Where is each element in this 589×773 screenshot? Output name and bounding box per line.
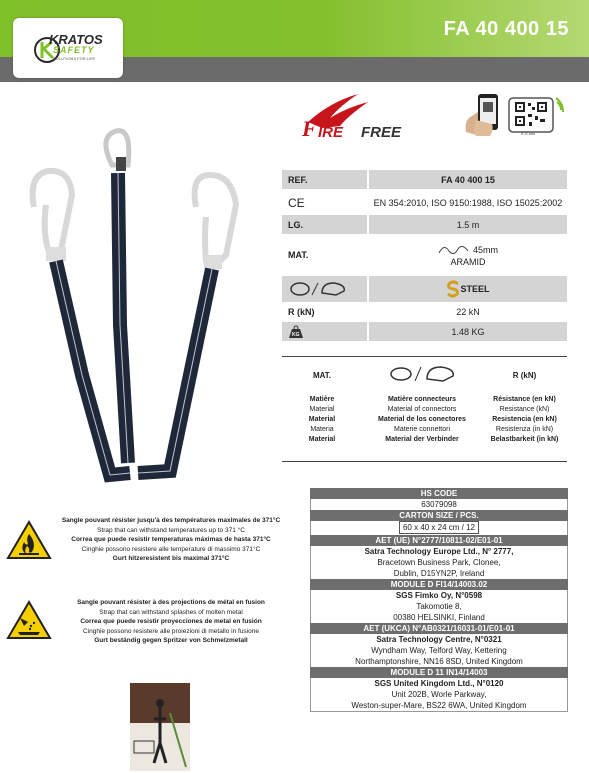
mat-col3-de: Belastbarkeit (in kN)	[490, 436, 559, 443]
module-d-header: MODULE D FI14/14003.02	[310, 579, 568, 590]
spec-table	[282, 170, 567, 341]
hand-phone-icon	[460, 92, 508, 138]
mat-col3-es: Resistencia (en kN)	[492, 416, 557, 423]
spec-row-material	[282, 236, 567, 274]
lanyard-product-image	[20, 125, 250, 495]
steel-material	[369, 276, 567, 302]
connectors-icon	[282, 276, 367, 302]
hs-code-value: 63079098	[310, 499, 568, 510]
qr-caption: K-S.info	[521, 131, 536, 136]
aet-ue-header: AET (UE) N°2777/10811-02/E01-01	[310, 535, 568, 546]
module-d-body	[310, 590, 568, 623]
connectors-header-icon	[362, 363, 482, 395]
fire-free-text-ire: IRE	[318, 124, 344, 141]
warning-heat-text	[56, 516, 286, 564]
steel-s-icon	[446, 280, 460, 298]
module-d11-body	[310, 678, 568, 712]
strap-wave-icon	[438, 243, 470, 257]
aet-uk-header: AET (UKCA) N°AB0321/16031-01/E01-01	[310, 623, 568, 634]
svg-text:F: F	[302, 116, 317, 141]
module-d11-line-1: SGS United Kingdom Ltd., N°0120	[374, 679, 504, 688]
spec-mat-value: ARAMID	[450, 257, 486, 267]
strap-width-value: 45mm	[472, 245, 498, 255]
worker-photo	[130, 683, 190, 771]
logo-brand: KRATOS	[49, 32, 103, 47]
warning-heat-fr: Sangle pouvant résister jusqu'à des températures maximales de 371°C	[61, 517, 281, 524]
mat-col2-it: Materie connettori	[393, 426, 451, 433]
spec-mat-label: MAT.	[288, 250, 309, 260]
kratos-logo	[13, 18, 123, 78]
mat-col3-it: Resistenza (in kN)	[495, 426, 554, 433]
warning-metal-en: Strap that can withstand splashes of molten metal	[99, 608, 243, 616]
flammable-warning-icon	[6, 520, 52, 560]
weight-icon-text: KG	[292, 331, 300, 338]
mat-col1-en: Material	[309, 406, 335, 413]
aet-ue-line-3: Dublin, D15YN2P, Ireland	[393, 569, 485, 578]
aet-ue-line-2: Bracetown Business Park, Clonee,	[377, 558, 501, 567]
aet-uk-line-1: Satra Technology Centre, N°0321	[376, 635, 502, 644]
mat-col3-en: Resistance (kN)	[499, 406, 550, 413]
aet-ue-line-1: Satra Technology Europe Ltd., N° 2777,	[364, 547, 514, 556]
spec-row-weight	[282, 322, 567, 341]
spec-row-connectors	[282, 276, 567, 302]
mat-col2-en: Material of connectors	[387, 406, 457, 413]
carton-row	[310, 521, 568, 535]
module-d-line-3: 00380 HELSINKI, Finland	[393, 613, 485, 622]
module-d11-line-3: Weston-super-Mare, BS22 6WA, United Kingdom	[351, 701, 527, 710]
mat-col1-it: Materia	[310, 426, 334, 433]
product-code-title: FA 40 400 15	[443, 18, 569, 40]
material-translation-table	[282, 356, 567, 462]
spec-lg-label: LG.	[282, 215, 367, 234]
mat-col3-header: R (kN)	[512, 371, 537, 380]
module-d-line-2: Takomotie 8,	[416, 602, 462, 611]
aet-ue-body	[310, 546, 568, 579]
ce-mark-icon: CE	[288, 195, 305, 210]
spec-ce-value: EN 354:2010, ISO 9150:1988, ISO 15025:2002	[373, 197, 563, 208]
spec-lg-value: 1.5 m	[369, 215, 567, 234]
fire-free-flame-icon	[300, 92, 410, 152]
module-d-line-1: SGS Fimko Oy, N°0598	[395, 591, 483, 600]
spec-r-value: 22 kN	[456, 307, 480, 317]
spec-mat-cell	[369, 236, 567, 274]
warning-metal-text	[56, 598, 286, 646]
hs-code-header: HS CODE	[310, 488, 568, 499]
warning-metal-fr: Sangle pouvant résister à des projections de métal en fusion	[77, 599, 265, 606]
mat-col2-de: Material der Verbinder	[385, 436, 459, 443]
spec-row-ref	[282, 170, 567, 189]
aet-uk-line-2: Wyndham Way, Telford Way, Kettering	[371, 646, 507, 655]
weight-icon	[282, 322, 367, 341]
spec-ref-value: FA 40 400 15	[369, 170, 567, 189]
mat-col1-header: MAT.	[312, 371, 332, 380]
logo-tagline: SOLUTIONS FOR LIFE	[53, 56, 96, 61]
module-d11-line-2: Unit 202B, Worle Parkway,	[391, 690, 487, 699]
carton-header: CARTON SIZE / PCS.	[310, 510, 568, 521]
certification-info-table	[310, 488, 568, 712]
spec-ref-label: REF.	[282, 170, 367, 189]
qr-code-icon	[507, 94, 569, 136]
warning-metal-de: Gurt beständig gegen Spritzer von Schmelzmetall	[94, 637, 248, 644]
mat-col-connectors	[362, 357, 482, 445]
warning-heat-it: Cinghie possono resistere alle temperature di massimo 371°C	[81, 545, 261, 553]
strap-width	[438, 243, 498, 257]
mat-col1-fr: Matière	[309, 396, 335, 403]
logo-sub: SAFETY	[53, 45, 95, 55]
mat-col-resistance	[482, 357, 567, 445]
spec-row-ce	[282, 191, 567, 214]
mat-col2-es: Material de los conectores	[378, 416, 466, 423]
aet-uk-body	[310, 634, 568, 667]
mat-col1-es: Material	[308, 416, 336, 423]
mat-col3-fr: Résistance (en kN)	[493, 396, 556, 403]
warning-heat-es: Correa que puede resistir temperaturas máximas de hasta 371°C	[71, 536, 271, 543]
fire-free-text-free: FREE	[361, 124, 402, 141]
warning-metal-it: Cinghie possono resistere alle proiezioni di metallo in fusione	[83, 627, 259, 635]
mat-col2-fr: Matière connecteurs	[387, 396, 457, 403]
warning-heat-de: Gurt hitzeresistent bis maximal 371°C	[112, 555, 230, 562]
module-d11-header: MODULE D 11 IN14/14003	[310, 667, 568, 678]
mat-col-material	[282, 357, 362, 445]
carton-value: 60 x 40 x 24 cm / 12	[399, 521, 479, 534]
warning-metal-es: Correa que puede resistir proyecciones de metal en fusión	[80, 618, 262, 625]
spec-weight-value: 1.48 KG	[369, 322, 567, 341]
steel-label: STEEL	[460, 284, 490, 294]
warning-heat-en: Strap that can withstand temperatures up to 371 °C	[97, 526, 245, 534]
mat-col1-de: Material	[308, 436, 336, 443]
spec-row-length	[282, 215, 567, 234]
spec-row-resistance	[282, 304, 567, 320]
spec-r-label: R (kN)	[288, 307, 315, 317]
molten-metal-warning-icon	[6, 600, 52, 640]
aet-uk-line-3: Northamptonshire, NN16 8SD, United Kingdom	[355, 657, 523, 666]
